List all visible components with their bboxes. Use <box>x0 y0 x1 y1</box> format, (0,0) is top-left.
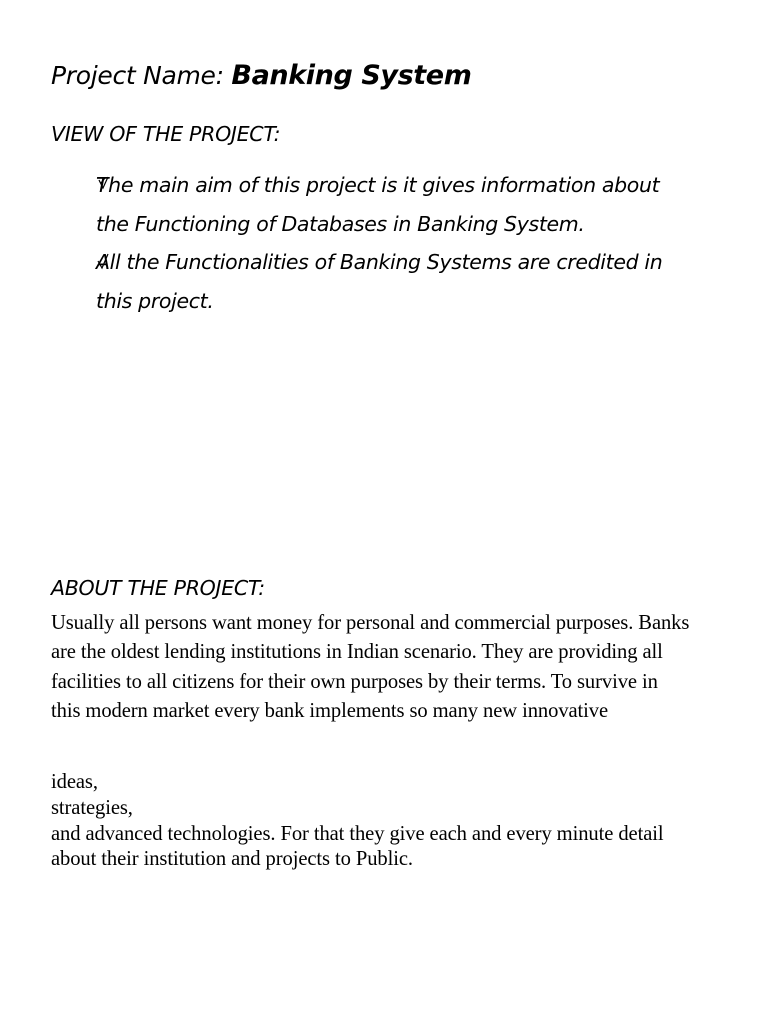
about-lines <box>51 770 711 873</box>
checkmark-bullet-icon <box>96 243 110 281</box>
about-paragraph: Usually all persons want money for personal and commercial purposes. Banks are the oldest lending institutions in Indian scenario. They are providing all facilities to all citizens for their own purposes by their terms. To survive in this modern market every bank implements so many new innovative <box>51 612 690 723</box>
view-item <box>96 166 696 243</box>
project-name: Banking System <box>231 60 472 91</box>
project-title <box>51 58 471 94</box>
checkmark-bullet-icon <box>96 166 110 204</box>
about-section-heading: ABOUT THE PROJECT: <box>51 576 265 600</box>
view-item-list <box>96 166 696 321</box>
project-label: Project Name: <box>51 61 224 90</box>
view-item-text: All the Functionalities of Banking Systems are credited in this project. <box>96 250 663 314</box>
view-item-text: The main aim of this project is it gives information about the Functioning of Databases in Banking System. <box>96 173 660 236</box>
about-line: ideas, <box>51 771 98 793</box>
about-line: and advanced technologies. For that they give each and every minute detail about their institution and projects to Public. <box>51 822 664 871</box>
about-line: strategies, <box>51 796 133 819</box>
view-section-heading: VIEW OF THE PROJECT: <box>51 122 281 146</box>
view-item <box>96 243 696 320</box>
